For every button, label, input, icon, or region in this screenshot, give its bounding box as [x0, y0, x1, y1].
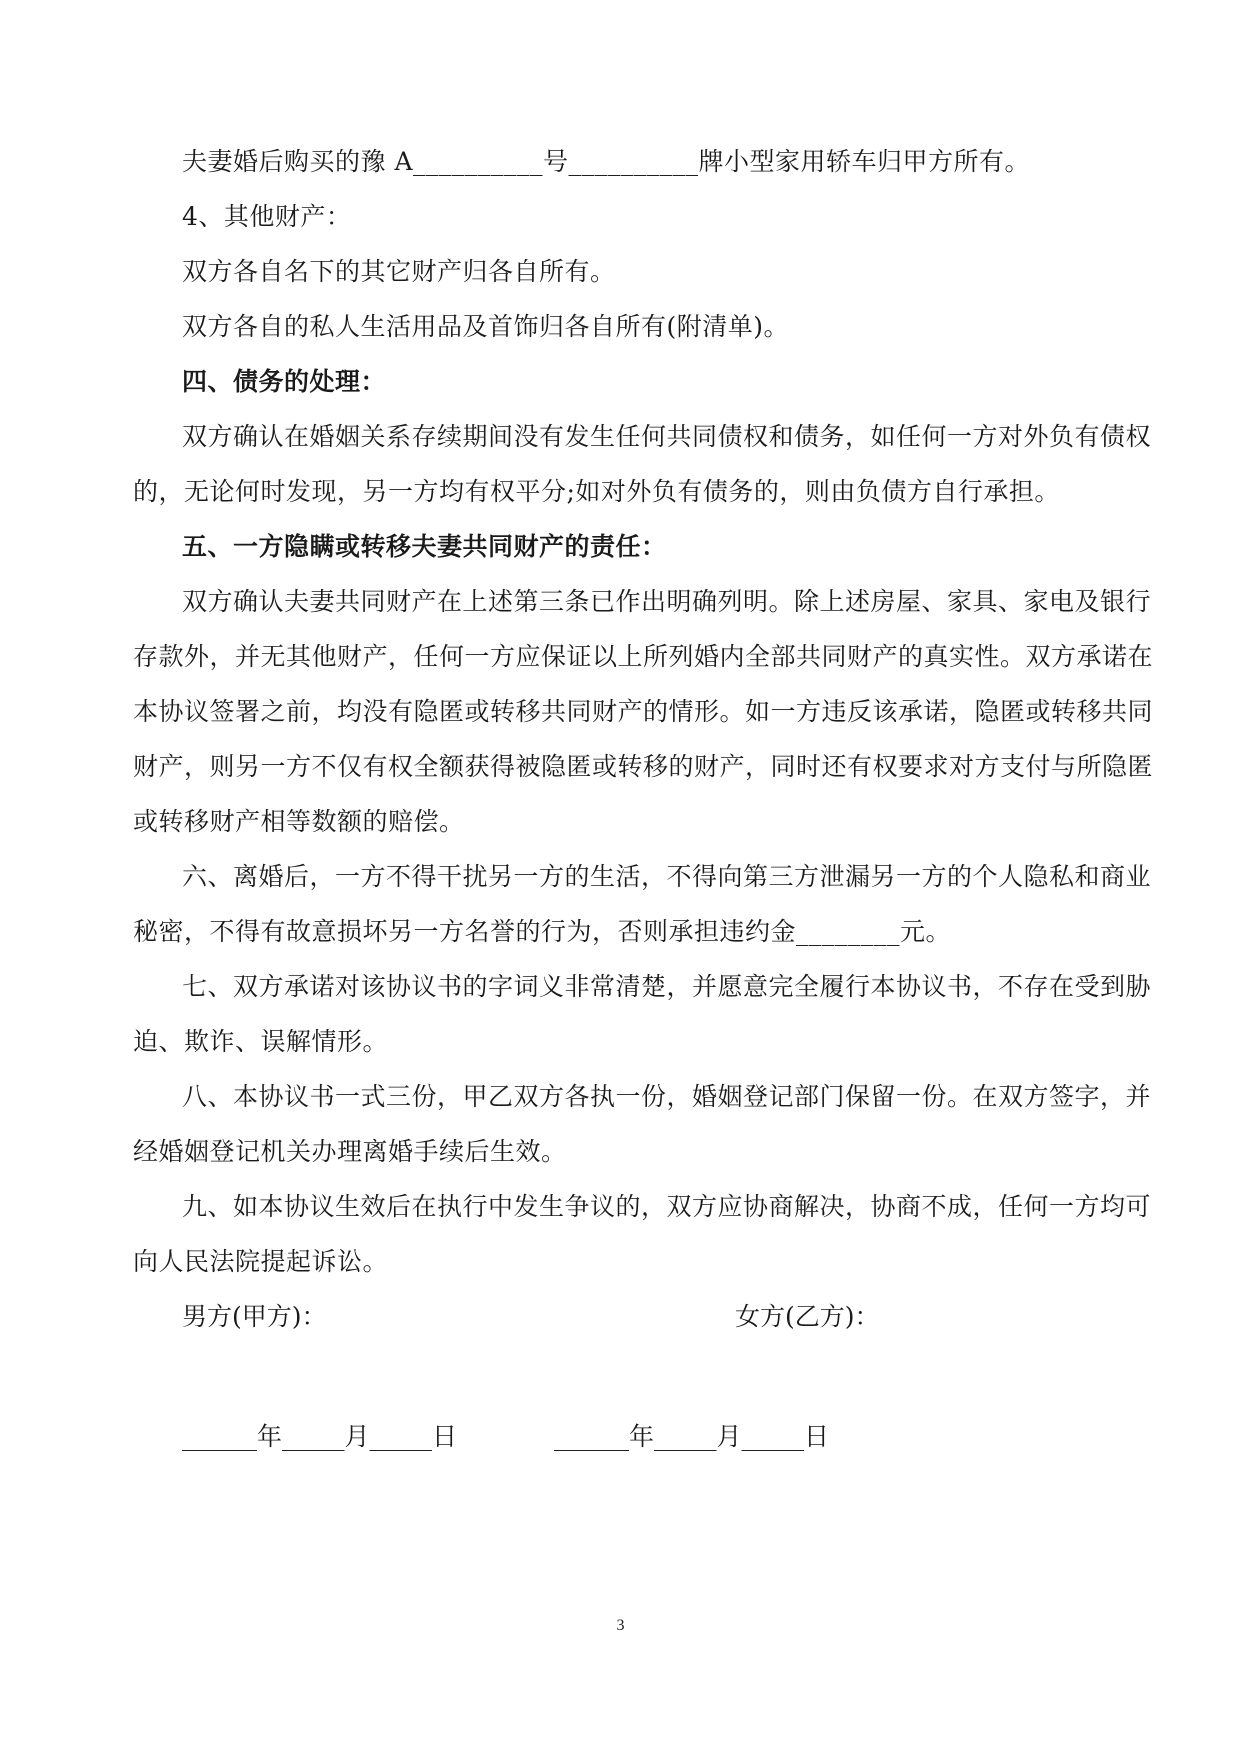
paragraph-line: 秘密，不得有故意损坏另一方名誉的行为，否则承担违约金________元。	[133, 917, 952, 946]
paragraph-line: 财产，则另一方不仅有权全额获得被隐匿或转移的财产，同时还有权要求对方支付与所隐匿	[133, 752, 1154, 781]
paragraph-line: 双方确认在婚姻关系存续期间没有发生任何共同债权和债务，如任何一方对外负有债权	[182, 422, 1152, 451]
paragraph-line: 存款外，并无其他财产，任何一方应保证以上所列婚内全部共同财产的真实性。双方承诺在	[133, 642, 1154, 671]
female-party-label: 女方(乙方)：	[735, 1302, 880, 1331]
paragraph-line: 的，无论何时发现，另一方均有权平分;如对外负有债务的，则由负债方自行承担。	[133, 477, 1060, 506]
section-heading-other-property: 4、其他财产：	[182, 202, 352, 231]
paragraph-line: 或转移财产相等数额的赔偿。	[133, 807, 465, 836]
page-number: 3	[616, 1617, 625, 1634]
female-sign-date: ______年_____月_____日	[554, 1422, 830, 1451]
male-sign-date: ______年_____月_____日	[182, 1422, 458, 1451]
clause-nine-line: 九、如本协议生效后在执行中发生争议的，双方应协商解决，协商不成，任何一方均可	[182, 1192, 1152, 1221]
section-heading-concealment: 五、一方隐瞒或转移夫妻共同财产的责任：	[182, 532, 667, 561]
section-heading-debts: 四、债务的处理：	[182, 367, 387, 396]
paragraph-line: 双方确认夫妻共同财产在上述第三条已作出明确列明。除上述房屋、家具、家电及银行	[182, 587, 1152, 616]
paragraph-line: 迫、欺诈、误解情形。	[133, 1027, 389, 1056]
paragraph-line: 本协议签署之前，均没有隐匿或转移共同财产的情形。如一方违反该承诺，隐匿或转移共同	[133, 697, 1154, 726]
paragraph-line-other-property: 双方各自名下的其它财产归各自所有。	[182, 257, 616, 286]
paragraph-line-personal-items: 双方各自的私人生活用品及首饰归各自所有(附清单)。	[182, 312, 790, 341]
clause-eight-line: 八、本协议书一式三份，甲乙双方各执一份，婚姻登记部门保留一份。在双方签字，并	[182, 1082, 1152, 1111]
male-party-label: 男方(甲方)：	[182, 1302, 327, 1331]
clause-seven-line: 七、双方承诺对该协议书的字词义非常清楚，并愿意完全履行本协议书，不存在受到胁	[182, 972, 1152, 1001]
paragraph-line: 向人民法院提起诉讼。	[133, 1247, 389, 1276]
paragraph-line-car: 夫妻婚后购买的豫 A__________号__________牌小型家用轿车归甲方所有。	[182, 147, 1031, 176]
paragraph-line: 经婚姻登记机关办理离婚手续后生效。	[133, 1137, 567, 1166]
clause-six-line: 六、离婚后，一方不得干扰另一方的生活，不得向第三方泄漏另一方的个人隐私和商业	[182, 862, 1152, 891]
